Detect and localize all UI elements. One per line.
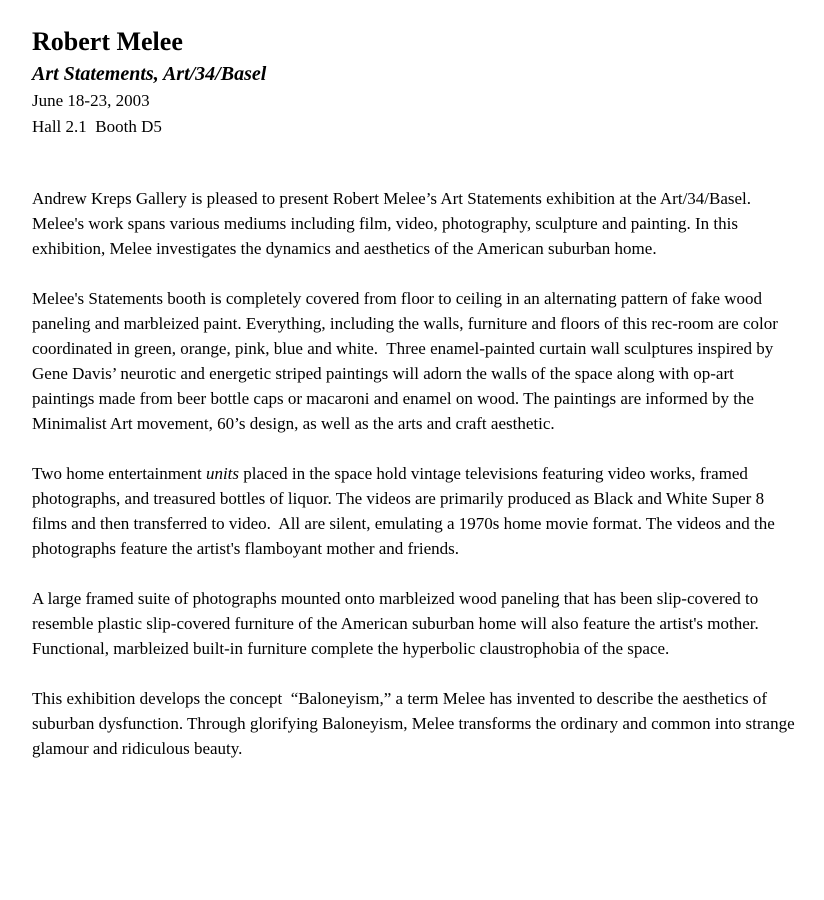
text-run: Melee's Statements booth is completely covered from floor to ceiling in an alternating pattern of fake wood paneling and marbleized paint. Everything, including the walls, furniture and floors of this rec-room are color coordinated in green, orange, pink, blue and white. Three enamel-painted curtain wall sculptures inspired by Gene Davis’ neurotic and energetic striped paintings will adorn the walls of the space along with op-art paintings made from beer bottle caps or macaroni and enamel on wood. The paintings are informed by the Minimalist Art movement, 60’s design, as well as the arts and craft aesthetic. bbox=[32, 289, 783, 433]
document-subtitle: Art Statements, Art/34/Basel bbox=[32, 63, 267, 85]
paragraph bbox=[32, 686, 800, 761]
paragraph bbox=[32, 586, 800, 661]
paragraph bbox=[32, 186, 800, 261]
text-run: placed in the space hold vintage televisions featuring video works, framed photographs, and treasured bottles of liquor. The videos are primarily produced as Black and White Super 8 films and then transferred to video. All are silent, emulating a 1970s home movie format. The videos and the photographs feature the artist's flamboyant mother and friends. bbox=[32, 464, 780, 558]
text-run: Two home entertainment bbox=[32, 464, 206, 483]
document-body bbox=[32, 186, 800, 761]
paragraph bbox=[32, 461, 800, 561]
document-header bbox=[32, 26, 800, 140]
date-line: June 18-23, 2003 bbox=[32, 91, 150, 110]
text-run: A large framed suite of photographs mounted onto marbleized wood paneling that has been slip-covered to resemble plastic slip-covered furniture of the American suburban home will also feature the artist's mother. Functional, marbleized built-in furniture complete the hyperbolic claustrophobia of the space. bbox=[32, 589, 763, 658]
venue-line: Hall 2.1 Booth D5 bbox=[32, 117, 162, 136]
document-title: Robert Melee bbox=[32, 27, 183, 56]
paragraph bbox=[32, 286, 800, 436]
text-run: Andrew Kreps Gallery is pleased to present Robert Melee’s Art Statements exhibition at the Art/34/Basel. Melee's work spans various mediums including film, video, photography, sculpture and painting. In this exhibition, Melee investigates the dynamics and aesthetics of the American suburban home. bbox=[32, 189, 756, 258]
text-run: This exhibition develops the concept “Baloneyism,” a term Melee has invented to describe the aesthetics of suburban dysfunction. Through glorifying Baloneyism, Melee transforms the ordinary and common into strange glamour and ridiculous beauty. bbox=[32, 689, 799, 758]
italic-text-run: units bbox=[205, 464, 240, 483]
